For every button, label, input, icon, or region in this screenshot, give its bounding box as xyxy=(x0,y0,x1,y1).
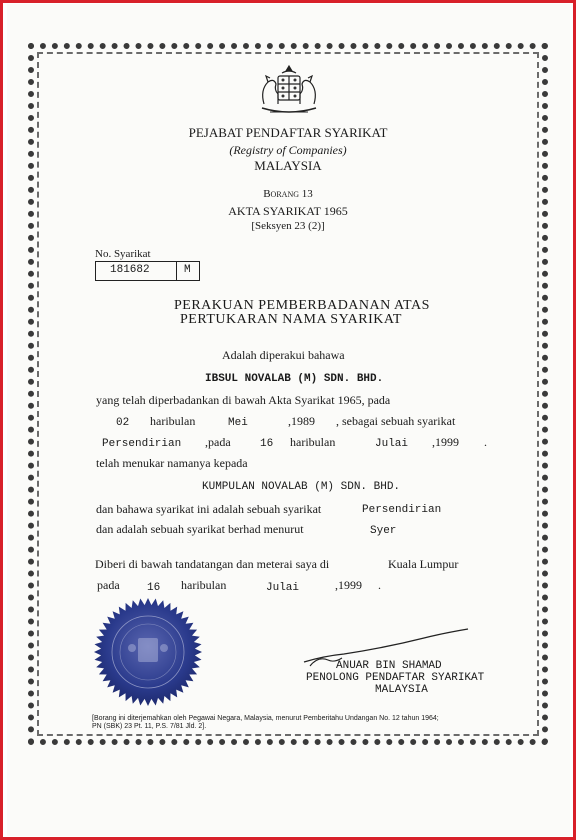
incorporation-year: ,1989 xyxy=(288,414,315,428)
given-text: Diberi di bawah tandatangan dan meterai saya di xyxy=(95,557,330,571)
country-name: MALAYSIA xyxy=(254,158,322,173)
official-seal-icon xyxy=(92,596,204,708)
incorporated-text: yang telah diperbadankan di bawah Akta Syarikat 1965, pada xyxy=(96,393,391,407)
sign-date-dot: . xyxy=(378,578,381,592)
haribulan-1: haribulan xyxy=(150,414,196,428)
incorporation-type: Persendirian xyxy=(102,438,182,450)
old-company-name: IBSUL NOVALAB (M) SDN. BHD. xyxy=(205,373,384,385)
changed-name-text: telah menukar namanya kepada xyxy=(96,456,248,470)
change-month: Julai xyxy=(375,438,409,450)
haribulan-3: haribulan xyxy=(181,578,227,592)
company-number-label: No. Syarikat xyxy=(95,248,151,260)
sign-year: ,1999 xyxy=(335,578,362,592)
coat-of-arms-icon xyxy=(258,64,320,116)
change-day: 16 xyxy=(260,438,274,450)
sign-pada: pada xyxy=(97,578,120,592)
company-type-text: dan bahawa syarikat ini adalah sebuah syarikat xyxy=(96,502,322,516)
signatory-country: MALAYSIA xyxy=(375,684,428,696)
certificate-title-line2: PERTUKARAN NAMA SYARIKAT xyxy=(180,312,402,327)
sign-month: Julai xyxy=(266,582,300,594)
pada-text: ,pada xyxy=(205,435,231,449)
form-number: Borang 13 xyxy=(263,188,313,200)
sign-day: 16 xyxy=(147,582,161,594)
sign-place: Kuala Lumpur xyxy=(388,557,459,571)
new-company-name: KUMPULAN NOVALAB (M) SDN. BHD. xyxy=(202,481,401,493)
footnote-line1: [Borang ini diterjemahkan oleh Pegawai Negara, Malaysia, menurut Pemberitahu Undangan No. 12 tahun 1964; xyxy=(92,715,439,722)
act-name: AKTA SYARIKAT 1965 xyxy=(228,204,348,218)
certify-text: Adalah diperakui bahawa xyxy=(222,348,345,362)
company-number-suffix: M xyxy=(184,264,191,276)
change-date-dot: . xyxy=(484,435,487,449)
as-company-text: , sebagai sebuah syarikat xyxy=(336,414,456,428)
company-number: 181682 xyxy=(110,264,150,276)
section-ref: [Seksyen 23 (2)] xyxy=(251,220,325,232)
change-year: ,1999 xyxy=(432,435,459,449)
signatory-name: ANUAR BIN SHAMAD xyxy=(336,660,442,672)
footnote-line2: PN (SBK) 23 Pt. 11, P.S. 7/81 Jld. 2]. xyxy=(92,723,207,730)
office-name: PEJABAT PENDAFTAR SYARIKAT xyxy=(188,125,388,140)
limited-by-text: dan adalah sebuah syarikat berhad menurut xyxy=(96,522,304,536)
limited-type: Syer xyxy=(370,525,397,537)
company-type: Persendirian xyxy=(362,504,442,516)
haribulan-2: haribulan xyxy=(290,435,336,449)
company-number-box xyxy=(95,261,200,281)
signatory-title: PENOLONG PENDAFTAR SYARIKAT xyxy=(306,672,485,684)
certificate-title-line1: PERAKUAN PEMBERBADANAN ATAS xyxy=(174,298,430,313)
incorporation-month: Mei xyxy=(228,417,248,429)
incorporation-day: 02 xyxy=(116,417,130,429)
office-name-english: (Registry of Companies) xyxy=(229,143,347,157)
